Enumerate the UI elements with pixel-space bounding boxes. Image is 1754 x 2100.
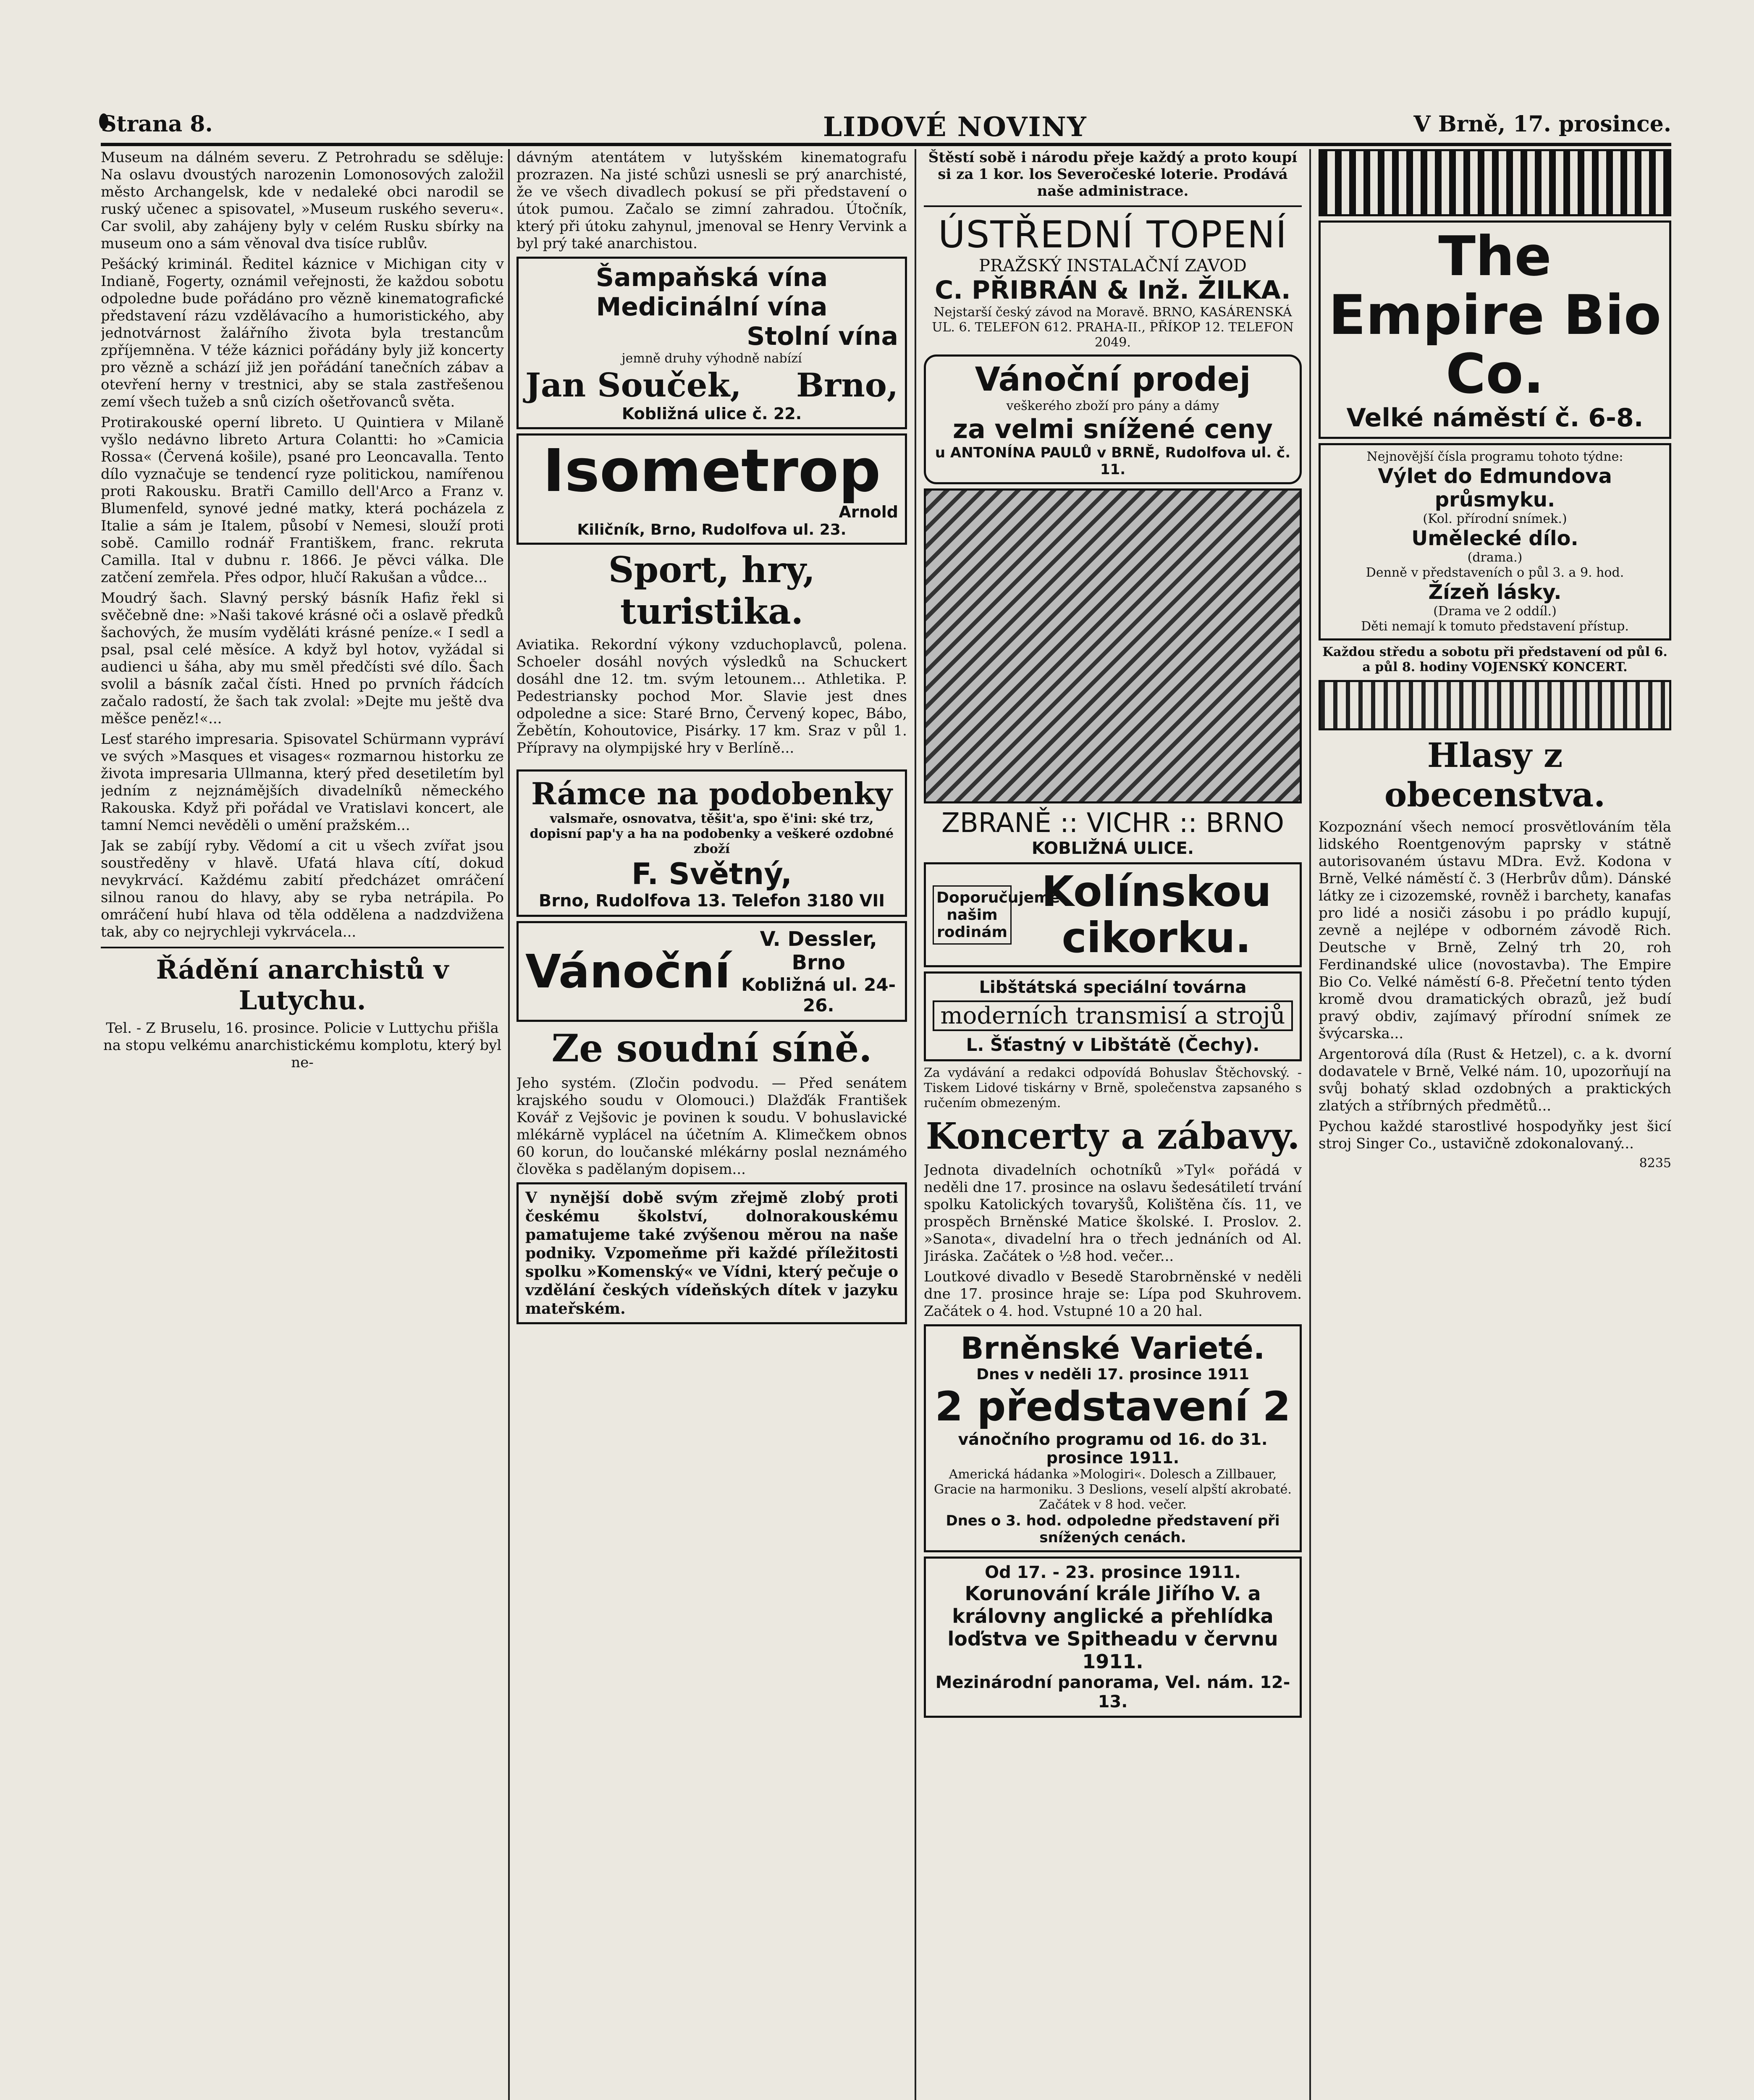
article-museum: Museum na dálném severu. Z Petrohradu se sděluje: Na oslavu dvoustých narozenin Lomonosových založil město Archangelsk, kde v nedaleké obci narodil se ruský učenec a spisovatel, »Museum ruského severu«. Car svolil, aby zahájeny byly v celém Rusku sbírky na museum ono a sám věnoval dva tisíce rublův. [101,149,504,252]
ad-frames [516,769,907,917]
column-2 [516,149,907,2100]
ad-weapons-title: ZBRANĚ :: VICHR :: BRNO [941,808,1284,839]
ad-dessler [516,921,907,1022]
headline-public-voices: Hlasy z obecenstva. [1384,735,1606,814]
headline-court: Ze soudní síně. [551,1026,872,1071]
ad-variete [924,1324,1302,1552]
ad-wines-line1: Šampaňská vína [595,263,828,292]
article-puppets: Loutkové divadlo v Besedě Starobrněnské v neděli dne 17. prosince hraje se: Lípa pod Skuhrovem. Začátek o 4. hod. Vstupné 10 a 20 hal. [924,1268,1302,1320]
ad-dessler-address: Kobližná ul. 24-26. [741,974,896,1016]
ad-heating-title: ÚSTŘEDNÍ TOPENÍ [938,213,1287,256]
program-item-3-note: (Drama ve 2 oddíl.) [1433,604,1557,619]
headline-anarchists: Řádění anarchistů v Lutychu. [156,954,449,1016]
ad-wines-firm [525,366,898,404]
ad-isometrop-address: Kiličník, Brno, Rudolfova ul. 23. [577,521,847,538]
page-number: Strana 8. [101,111,213,137]
imprint: Za vydávání a redakci odpovídá Bohuslav Štěchovský. - Tiskem Lidové tiskárny v Brně, společenstva zapsaného s ručením obmezeným. [924,1066,1302,1110]
ad-dessler-firm: V. Dessler, Brno [760,927,877,974]
program-note: Děti nemají k tomuto představení přístup. [1361,619,1629,634]
headline-concerts: Koncerty a zábavy. [926,1115,1300,1158]
ad-libstat [924,971,1302,1061]
column-4 [1319,149,1671,2100]
ad-variete-title: Brněnské Varieté. [960,1331,1265,1366]
column-separator [508,149,510,2100]
ad-panorama [924,1557,1302,1718]
ad-sale-text: veškerého zboží pro pány a dámy [1006,399,1219,413]
article-ryby: Jak se zabíjí ryby. Vědomí a cit u všech zvířat jsou soustředěny v hlavě. Ufatá hlava cítí, dokud nevykrvácí. Každému zabití předcházet omráčení silnou ranou do hlavy, aby se ryba netrápila. Po omráčení hubí hlava od těla oddělena a nadzdvižena tak, aby co nejrychleji vykrvácela... [101,837,504,940]
ad-dessler-info [739,927,898,1016]
column-separator [1309,149,1311,2100]
ornament-border [1319,680,1671,730]
headline-sport: Sport, hry, turistika. [608,549,815,632]
article-kriminal: Pešácký kriminál. Ředitel káznice v Michigan city v Indianě, Fogerty, oznámil veřejnosti, že každou sobotu odpoledne bude pořádáno pro vězně kinematografické představení rázu vzdělávacího a humoristického, aby jednotvárnost žalářního života byla trestancům zpříjemněna. V téže káznici pořádány byly již koncerty pro vězně a schází již jen pořádání tanečních zábav a otevření herny v trestnici, aby se stala zastřešenou zemí všech tužeb a snů cizích ošetřovanců světa. [101,256,504,410]
ad-wines-line4: jemně druhy výhodně nabízí [621,351,802,366]
article-sach: Moudrý šach. Slavný perský básník Hafiz řekl si svěčebně dne: »Naši takové krásné oči a oslavě předků šachových, že musím vyděláti krásné peníze.« I sedl a psal, psal celé měsíce. A když byl hotov, vyžádal si audienci u šáha, aby mu směl předčísti své dílo. Šach svolil a básník začal čísti. Hned po prvních řádcích začalo radostí, že šach tak zvolal: »Dejte mu ještě dva měšce peněz!«... [101,590,504,727]
ad-variete-date: Dnes v neděli 17. prosince 1911 [976,1366,1249,1383]
ad-number: 8235 [1639,1156,1671,1171]
ad-chicory-small: Doporučujeme našim rodinám [933,885,1012,945]
ad-heating-firm: C. PŘIBRÁN & Inž. ŽILKA. [935,276,1291,305]
ad-sale-title2: za velmi snížené ceny [952,414,1273,444]
ad-isometrop [516,433,907,545]
program-item-1-note: (Kol. přírodní snímek.) [1423,512,1567,526]
ad-dessler-title: Vánoční [525,945,731,998]
ad-libstat-title: Libštátská speciální továrna [979,978,1247,997]
program-heading: Nejnovější čísla programu tohoto týdne: [1366,449,1623,464]
ad-wines-name: Jan Souček, [525,366,742,404]
divider [924,205,1302,207]
ad-heating-address: Nejstarší český závod na Moravě. BRNO, KASÁRENSKÁ UL. 6. TELEFON 612. PRAHA-II., PŘÍKOP 12. TELEFON 2049. [932,305,1294,350]
ad-sale-firm: u ANTONÍNA PAULŮ v BRNĚ, Rudolfova ul. č. 11. [935,444,1291,478]
article-concerts: Jednota divadelních ochotníků »Tyl« pořádá v neděli dne 17. prosince na oslavu šedesátiletí trvání spolku Katolických tovaryšů, Kolištěna čís. 11, ve prospěch Brněnské Matice školské. I. Proslov. 2. »Sanota«, divadelní hra o třech jednáních od Al. Jiráska. Začátek o ½8 hod. večer... [924,1162,1302,1265]
ad-variete-sub: vánočního programu od 16. do 31. prosince 1911. [958,1430,1268,1467]
header-rule [101,143,1671,146]
ad-variete-text: Americká hádanka »Mologiri«. Dolesch a Zillbauer, Gracie na harmoniku. 3 Deslions, veselí alpští akrobaté. [934,1467,1292,1497]
notice-komensky: V nynější době svým zřejmě zlobý proti českému školství, dolnorakouskému pamatujeme také zvýšenou měrou na naše podniky. Vzpomeňme při každé příležitosti spolku »Komenský« ve Vídni, který pečuje o vzdělání českých vídeňských dítek v jazyku mateřském. [516,1182,907,1324]
newspaper-title: LIDOVÉ NOVINY [823,111,1087,143]
ad-weapons-street: KOBLIŽNÁ ULICE. [1031,839,1194,858]
ad-wines-line3: Stolní vína [747,322,898,351]
ad-libstat-firm: L. Šťastný v Libštátě (Čechy). [966,1034,1260,1055]
program-box [1319,443,1671,640]
article-sport: Aviatika. Rekordní výkony vzduchoplavců, polena. Schoeler dosáhl nových výsledků na Schuckert dosáhl dne 12. tm. svým letounem... Athletika. P. Pedestriansky pochod Mor. Slavie jest dnes odpoledne a sice: Staré Brno, Červený kopec, Bábo, Žebětín, Kohoutovice, Pisárky. 17 km. Sraz v půl 1. Přípravy na olympijské hry v Berlíně... [516,636,907,756]
ad-panorama-address: Mezinárodní panorama, Vel. nám. 12-13. [935,1673,1290,1712]
ad-chicory [924,862,1302,967]
ad-sale-title: Vánoční prodej [975,361,1251,399]
ad-empire-title: The Empire Bio Co. [1328,224,1662,406]
article-singer: Pychou každé starostlivé hospodyňky jest šicí stroj Singer Co., ustavičně zdokonalovaný... [1319,1118,1671,1152]
ad-heating [924,213,1302,350]
ad-wines-address: Kobližná ulice č. 22. [621,404,802,423]
article-anarchists: Tel. - Z Bruselu, 16. prosince. Policie v Luttychu přišla na stopu velkému anarchistickému komplotu, který byl ne- [103,1020,502,1071]
ornament-border [1319,149,1671,216]
masthead [101,107,1671,145]
ad-frames-title: Rámce na podobenky [531,776,893,811]
ad-empire-address: Velké náměstí č. 6-8. [1346,403,1644,433]
ad-variete-time: Začátek v 8 hod. večer. [1039,1497,1187,1512]
ad-isometrop-title: Isometrop [543,437,881,505]
ad-lottery: Štěstí sobě i národu přeje každý a proto koupí si za 1 kor. los Severočeské loterie. Prodává naše administrace. [928,149,1298,200]
program-times: Denně v představeních o půl 3. a 9. hod. [1366,565,1624,580]
column-1 [101,149,504,2100]
program-item-2-note: (drama.) [1467,550,1523,565]
ad-chicory-title: Kolínskou cikorku. [1041,867,1272,962]
ad-isometrop-firm: Arnold [839,503,898,521]
military-concert: Každou středu a sobotu při představení od půl 6. a půl 8. hodiny VOJENSKÝ KONCERT. [1322,645,1667,675]
ad-heating-sub: PRAŽSKÝ INSTALAČNÍ ZAVOD [979,256,1247,276]
ad-libstat-product: moderních transmisí a strojů [933,1000,1293,1031]
ad-panorama-title: Korunování krále Jiřího V. a královny anglické a přehlídka loďstva ve Spitheadu v červnu 1911. [947,1582,1278,1673]
ad-wines [516,257,907,429]
ad-wines-city: Brno, [796,366,898,404]
ad-christmas-sale [924,354,1302,484]
ad-frames-text: valsmaře, osnovatva, těšit'a, spo ě'ini: ské trz, dopisní pap'y a ha na podobenky a veškeré ozdobné zboží [530,811,894,856]
column-separator [915,149,916,2100]
ad-frames-firm: F. Světný, [631,857,792,891]
ad-frames-address: Brno, Rudolfova 13. Telefon 3180 VII [538,891,885,911]
article-argentor: Argentorová díla (Rust & Hetzel), c. a k. dvorní dodavatele v Brně, Velké nám. 10, upozorňují na svůj bohatý sklad ozdobných a praktických zlatých a stříbrných předmětů... [1319,1046,1671,1114]
article-impresario: Lesť starého impresaria. Spisovatel Schürmann vypráví ve svých »Masques et visages« rozmarnou historku ze života impresaria Ullmanna, který před desetiletím byl jedním z nejznámějších divadelníků německého Rakouska. Když při pořádal ve Vratislavi koncert, ale tamní Nemci nevěděli o umění pražském... [101,731,504,834]
article-public-voices: Kozpoznání všech nemocí prosvětlováním těla lidského Roentgenovým paprsky v státně autorisovaném ústavu MDra. Evž. Kodona v Brně, Velké náměstí č. 3 (Herbrův dům). Dánské látky ze i cizozemské, rovněž i barchety, kanafas pro lidé a nosiči zásobu i po prádlo kupují, zevně a nejlépe v odborném závodě Rich. Deutsche v Brně, Zelný trh 20, roh Ferdinandské ulice (novostavba). The Empire Bio Co. Velké náměstí 6-8. Přečetní tento týden kromě dvou dramatických obrazů, jež budí pravý obdiv, zajímavý přírodní snímek ze švýcarska... [1319,819,1671,1042]
article-continuation: dávným atentátem v lutyšském kinematografu prozrazen. Na jisté schůzi usnesli se prý anarchisté, že ve všech divadlech pokusí se při představení o útok pumou. Začalo se zimní zahradou. Útočník, který při útoku zahynul, jmenoval se Henry Vervink a byl prý také anarchistou. [516,149,907,252]
ad-wines-line2: Medicinální vína [596,292,828,322]
ad-panorama-date: Od 17. - 23. prosince 1911. [985,1563,1241,1582]
issue-date: V Brně, 17. prosince. [1413,111,1671,137]
article-court: Jeho systém. (Zločin podvodu. — Před senátem krajského soudu v Olomouci.) Dlažďák František Kovář z Vejšovic je povinen k soudu. V bohuslavické mlékárně vyplácel na účetním A. Klimečkem obnos 60 korun, do loučanské mlékárny poslal neznámého člověka s padělaným dopisem... [516,1075,907,1178]
ad-empire-bio [1319,220,1671,439]
program-item-2: Umělecké dílo. [1411,527,1578,550]
article-libreto: Protirakouské operní libreto. U Quintiera v Milaně vyšlo nedávno libreto Artura Colantti: ho »Camicia Rossa« (Červená košile), psané pro Leoncavalla. Tento dílo vyznačuje se tendencí ryze politickou, namířenou proti Rakousku. Bratři Camillo dell'Arco a Franz v. Blumenfeld, synové jedné matky, která pocházela z Italie a sám je Italem, působí v Nemesi, slouží proti sobě. Camillo rodnář Františkem, franc. rekruta Camilla. Ital v dubnu r. 1866. Je pěvci válka. Dle zatčení zemřela. Přes odpor, hlučí Rakušan a vůdce... [101,414,504,586]
ad-variete-big: 2 představení 2 [935,1383,1291,1430]
column-3 [924,149,1302,2100]
divider [101,947,504,948]
program-item-3: Žízeň lásky. [1428,580,1562,604]
ad-variete-bold: Dnes o 3. hod. odpoledne představení při snížených cenách. [946,1512,1280,1546]
weapons-illustration [924,488,1302,803]
program-item-1: Výlet do Edmundova průsmyku. [1378,465,1612,512]
